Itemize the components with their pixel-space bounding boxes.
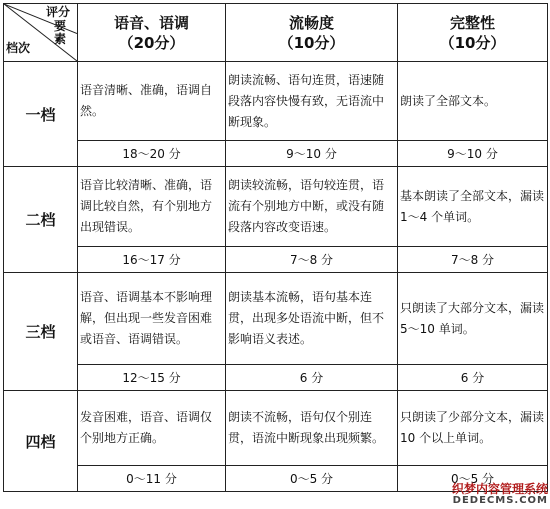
- score-cell: 9～10 分: [398, 141, 548, 167]
- level-3-label: 三档: [4, 273, 78, 391]
- level-4-description-row: [4, 391, 548, 466]
- header-row: [4, 4, 548, 62]
- level-2-label: 二档: [4, 167, 78, 273]
- description-cell: 只朗读了大部分文本，漏读 5～10 单词。: [398, 273, 548, 365]
- column-points: （20分）: [118, 33, 185, 52]
- score-cell: 6 分: [226, 365, 398, 391]
- column-points: （10分）: [439, 33, 506, 52]
- description-cell: 朗读了全部文本。: [398, 62, 548, 141]
- score-cell: 18～20 分: [78, 141, 226, 167]
- level-2-description-row: [4, 167, 548, 247]
- description-cell: 朗读基本流畅，语句基本连贯，出现多处语流中断，但不影响语义表述。: [226, 273, 398, 365]
- column-title: 完整性: [449, 13, 495, 32]
- column-header-completeness: [398, 4, 548, 62]
- level-1-label: 一档: [4, 62, 78, 167]
- description-cell: 语音比较清晰、准确，语调比较自然，有个别地方出现错误。: [78, 167, 226, 247]
- level-1-description-row: [4, 62, 548, 141]
- score-cell: 0～5 分: [226, 466, 398, 492]
- description-cell: 朗读不流畅，语句仅个别连贯，语流中断现象出现频繁。: [226, 391, 398, 466]
- column-points: （10分）: [278, 33, 345, 52]
- score-cell: 12～15 分: [78, 365, 226, 391]
- score-cell: 0～5 分: [398, 466, 548, 492]
- watermark: [452, 483, 548, 507]
- level-3-score-row: [4, 365, 548, 391]
- column-header-fluency: [226, 4, 398, 62]
- description-cell: 发音困难，语音、语调仅个别地方正确。: [78, 391, 226, 466]
- scoring-rubric-table: [3, 3, 548, 492]
- level-3-description-row: [4, 273, 548, 365]
- column-title: 流畅度: [288, 13, 334, 32]
- watermark-title: 织梦内容管理系统: [451, 482, 548, 496]
- score-cell: 0～11 分: [78, 466, 226, 492]
- description-cell: 基本朗读了全部文本，漏读 1～4 个单词。: [398, 167, 548, 247]
- score-cell: 7～8 分: [226, 247, 398, 273]
- score-cell: 16～17 分: [78, 247, 226, 273]
- watermark-domain: DEDECMS.COM: [452, 495, 548, 506]
- description-cell: 朗读较流畅，语句较连贯，语流有个别地方中断，或没有随段落内容改变语速。: [226, 167, 398, 247]
- corner-label-score: 评分: [46, 5, 71, 19]
- score-cell: 6 分: [398, 365, 548, 391]
- score-cell: 9～10 分: [226, 141, 398, 167]
- description-cell: 朗读流畅、语句连贯，语速随段落内容快慢有致，无语流中断现象。: [226, 62, 398, 141]
- corner-label-level: 档次: [6, 41, 31, 55]
- description-cell: 语音、语调基本不影响理解，但出现一些发音困难或语音、语调错误。: [78, 273, 226, 365]
- corner-cell: [4, 4, 78, 62]
- level-1-score-row: [4, 141, 548, 167]
- corner-label-element: 要素: [54, 19, 67, 46]
- column-header-pronunciation: [78, 4, 226, 62]
- description-cell: 语音清晰、准确，语调自然。: [78, 62, 226, 141]
- level-2-score-row: [4, 247, 548, 273]
- description-cell: 只朗读了少部分文本，漏读 10 个以上单词。: [398, 391, 548, 466]
- score-cell: 7～8 分: [398, 247, 548, 273]
- column-title: 语音、语调: [113, 13, 189, 32]
- level-4-label: 四档: [4, 391, 78, 492]
